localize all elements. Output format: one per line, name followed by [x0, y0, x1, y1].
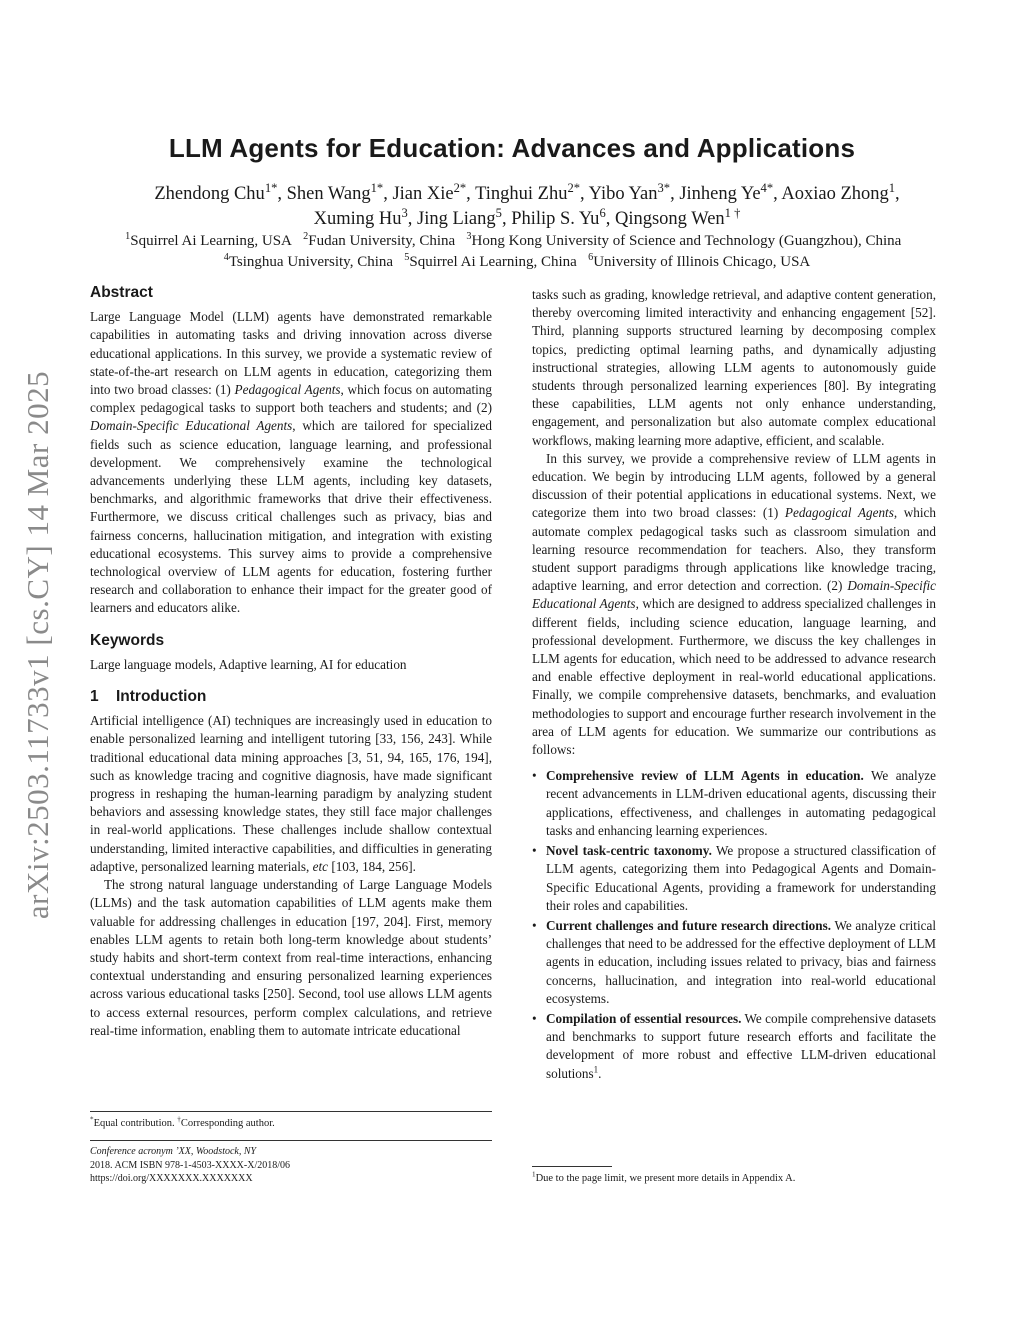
author: Philip S. Yu$^6$ [511, 205, 606, 229]
conference-rule [90, 1140, 492, 1141]
intro-paragraph-1: Artificial intelligence (AI) techniques are increasingly used in education to enable personalized learning and intelligent tutoring [33, 156, 243]. While traditional educational data mining approaches [3, 51, 94, 165, 176, 194], such as knowledge tracing and cognitive diagnosis, have made significant progress in reshaping the human-learning paradigm by analyzing student behaviors and assessing knowledge states, they still face major challenges in real-world applications. These challenges include shallow contextual understanding, limited interactive capabilities, and difficulties in generating adaptive, personalized learning materials, etc [103, 184, 256]. [90, 713, 492, 874]
conference-venue: Conference acronym ’XX, Woodstock, NY [90, 1146, 257, 1157]
author-footnote: *Equal contribution. †Corresponding author. [90, 1115, 275, 1129]
appendix-footnote: $^1$Due to the page limit, we present more details in Appendix A. [532, 1170, 796, 1184]
conference-doi: https://doi.org/XXXXXXX.XXXXXXX [90, 1173, 253, 1184]
author: Tinghui Zhu$^{2*}$ [475, 180, 581, 204]
bullet-icon: • [532, 917, 537, 933]
paper-title: LLM Agents for Education: Advances and Applications [168, 133, 856, 163]
arxiv-identifier-text: arXiv:2503.11733v1 [cs.CY] 14 Mar 2025 [20, 370, 56, 920]
affiliation: $^1$Squirrel Ai Learning, USA [125, 231, 292, 249]
affiliation-list [100, 231, 934, 273]
bullet-icon: • [532, 843, 537, 859]
author: Zhendong Chu$^{1*}$ [154, 180, 278, 204]
author-line-1: Zhendong Chu$^{1*}$, Shen Wang$^{1*}$, Jian Xie$^{2*}$, Tinghui Zhu$^{2*}$, Yibo Yan$^{3*}$, Jinheng $Ye^{4*}$, Aoxiao Zhong$^1$, [154, 180, 900, 204]
author: Qingsong Wen$^{1 \dagger}$ [614, 205, 741, 229]
author: Aoxiao Zhong$^1$ [781, 180, 896, 204]
author-line-2: Xuming Hu$^3$, Jing Liang$^5$, Philip S. Yu$^6$, Qingsong Wen$^{1 \dagger}$ [313, 205, 741, 229]
conference-isbn: 2018. ACM ISBN 978-1-4503-XXXX-X/2018/06 [90, 1159, 290, 1171]
affiliation: $^4$Tsinghua University, China [223, 252, 394, 270]
author-list [100, 182, 954, 232]
contributions-list [532, 767, 936, 1082]
keywords-text: Large language models, Adaptive learning, AI for education [90, 656, 407, 672]
list-item: • Comprehensive review of LLM Agents in education. We analyze recent advancements in LLM-driven educational agents, discussing their applications, effectiveness, and challenges in automating pedagogical tasks and enhancing learning experiences. [532, 768, 936, 838]
keywords-heading: Keywords [90, 631, 165, 649]
author: Jing Liang$^5$ [417, 205, 502, 229]
intro-paragraph-3: tasks such as grading, knowledge retrieval, and adaptive content generation, thereby overcoming limited interactivity and enhancing engagement [52]. Third, planning supports structured learning by decomposing complex topics, predicting optimal learning paths, and dynamically adjusting instructional strategies, allowing LLM agents to autonomously guide students through personalized learning experiences [80]. By integrating these capabilities, LLM agents not only enhance understanding, engagement, and personalization but also automate complex educational workflows, making learning more adaptive, efficient, and scalable. [532, 287, 936, 448]
intro-paragraph-4: In this survey, we provide a comprehensive review of LLM agents in education. We begin by introducing LLM agents, followed by a general discussion of their potential applications in educational systems. Next, we categorize them into two broad classes: (1) Pedagogical Agents, which automate complex pedagogical tasks such as classroom simulation and learning resource recommendation for teachers. Also, they transform student support paradigms through applications like knowledge tracing, adaptive learning, and error detection and correction. (2) Domain-Specific Educational Agents, which are designed to address specialized challenges in different fields, including science education, language learning, and professional development. Furthermore, we discuss the key challenges in LLM agents for education, which need to be addressed to advance research and enable effective deployment in real-world educational applications. Finally, we compile comprehensive datasets, benchmarks, and evaluation methodologies to support and encourage further research involvement in the area of LLM agents for education. We summarize our contributions as follows: [532, 450, 936, 758]
arxiv-identifier [12, 345, 64, 945]
left-column [90, 284, 492, 1040]
right-column [532, 286, 936, 1085]
abstract-heading: Abstract [90, 284, 153, 301]
intro-paragraph-2: The strong natural language understanding of Large Language Models (LLMs) and the task automation capabilities of LLM agents make them valuable for addressing challenges in education [197, 204]. First, memory enables LLM agents to retain both long-term knowledge about students’ study habits and short-term context from real-time interactions, enhancing contextual understanding and ensuring personalized learning experiences across various educational tasks [250]. Second, tool use allows LLM agents to access external resources, perform complex calculations, and retrieve real-time information, enabling them to automate intricate educational [90, 877, 492, 1038]
author: Jian Xie$^{2*}$ [392, 180, 467, 204]
bullet-icon: • [532, 768, 537, 784]
introduction-heading: 1 Introduction [90, 688, 207, 706]
bullet-icon: • [532, 1010, 537, 1026]
list-item: • Compilation of essential resources. We compile comprehensive datasets and benchmarks to support future research efforts and facilitate the development of more robust and effective LLM-driven educational solutions$^1$. [532, 1010, 936, 1081]
conference-info [90, 1145, 490, 1186]
affiliation: $^3$Hong Kong University of Science and Technology (Guangzhou), China [466, 231, 902, 249]
footnote-rule [90, 1111, 492, 1112]
author: Xuming Hu$^3$ [313, 205, 408, 229]
author: Jinheng $Ye^{4*}$ [679, 180, 774, 204]
footnote-rule [532, 1166, 612, 1167]
author: Yibo Yan$^{3*}$ [588, 180, 671, 204]
abstract-text: Large Language Model (LLM) agents have demonstrated remarkable capabilities in automating tasks and driving innovation across diverse educational applications. In this survey, we provide a systematic review of state-of-the-art research on LLM agents in education, categorizing them into two broad classes: (1) Pedagogical Agents, which focus on automating complex pedagogical tasks to support both teachers and students; and (2) Domain-Specific Educational Agents, which are tailored for specialized fields such as science education, language learning, and professional development. We comprehensively examine the technological advancements underlying these LLM agents, including key datasets, benchmarks, and algorithmic frameworks that drive their effectiveness. Furthermore, we discuss critical challenges such as privacy, bias and fairness concerns, hallucination mitigation, and integration with existing educational ecosystems. This survey aims to provide a comprehensive technological overview of LLM agents for education, fostering further research and collaboration to enhance their impact for the greater good of learners and educators alike. [90, 309, 492, 616]
affiliation: $^6$University of Illinois Chicago, USA [588, 252, 811, 270]
affiliation: $^5$Squirrel Ai Learning, China [404, 252, 577, 270]
affiliation: $^2$Fudan University, China [303, 231, 456, 249]
author: Shen Wang$^{1*}$ [286, 180, 384, 204]
list-item: • Current challenges and future research directions. We analyze critical challenges that need to be addressed for the effective deployment of LLM agents in education, including issues related to privacy, bias and fairness concerns, hallucination, and integration into real-world educational ecosystems. [532, 917, 936, 1006]
list-item: • Novel task-centric taxonomy. We propose a structured classification of LLM agents, categorizing them into Pedagogical Agents and Domain-Specific Educational Agents, providing a framework for understanding their roles and capabilities. [532, 843, 937, 913]
